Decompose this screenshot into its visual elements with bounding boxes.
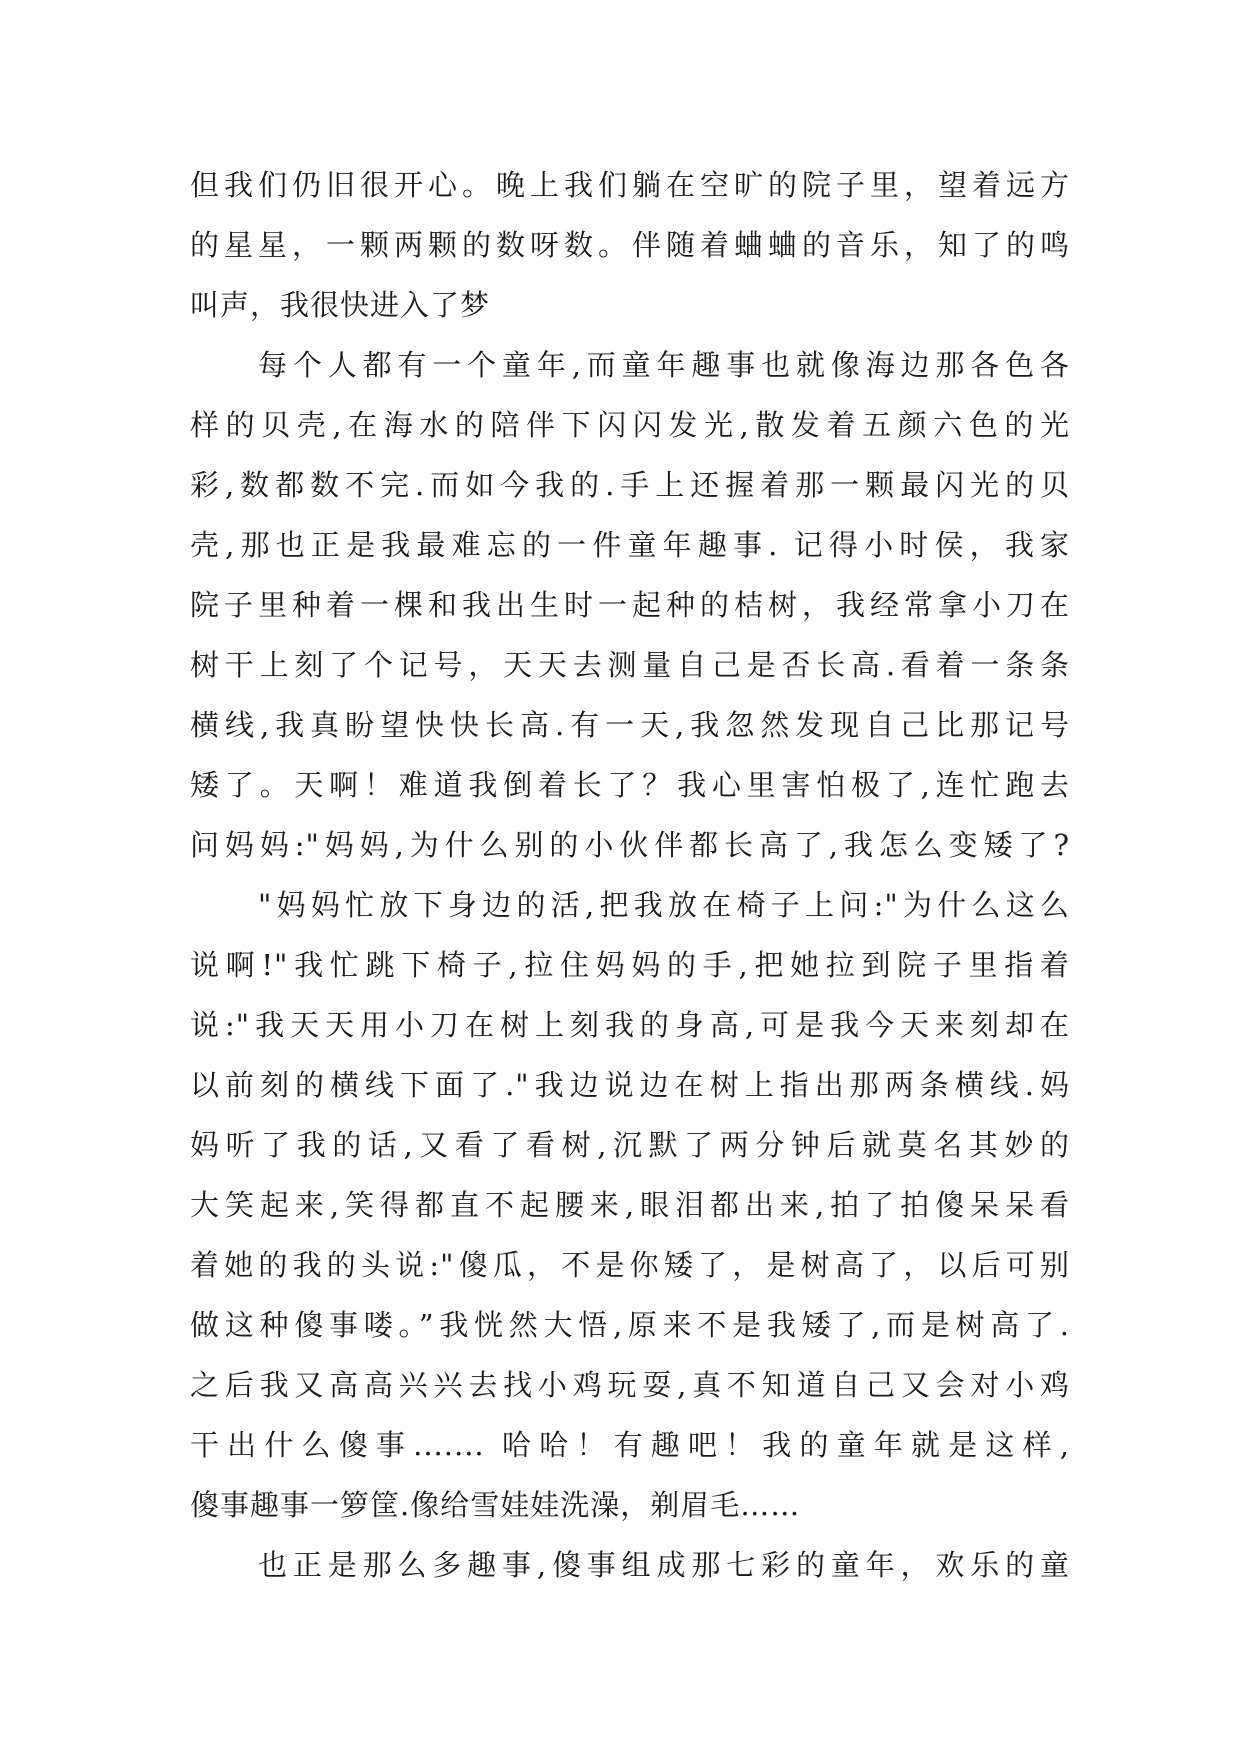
text-line: 树干上刻了个记号，天天去测量自己是否长高.看着一条条 (190, 648, 1070, 682)
text-line: 说:"我天天用小刀在树上刻我的身高,可是我今天来刻却在 (190, 1008, 1070, 1042)
text-line: 的星星，一颗两颗的数呀数。伴随着蛐蛐的音乐，知了的鸣 (190, 228, 1070, 262)
text-line: 着她的我的头说:"傻瓜，不是你矮了，是树高了，以后可别 (190, 1248, 1070, 1282)
text-line: 之后我又高高兴兴去找小鸡玩耍,真不知道自己又会对小鸡 (190, 1368, 1070, 1402)
paragraph-start-line: 也正是那么多趣事,傻事组成那七彩的童年，欢乐的童 (258, 1548, 1070, 1582)
text-line: 干出什么傻事....... 哈哈！有趣吧！我的童年就是这样, (190, 1428, 1070, 1462)
text-line: 大笑起来,笑得都直不起腰来,眼泪都出来,拍了拍傻呆呆看 (190, 1188, 1070, 1222)
text-line: 横线,我真盼望快快长高.有一天,我忽然发现自己比那记号 (190, 708, 1070, 742)
text-line: 但我们仍旧很开心。晚上我们躺在空旷的院子里，望着远方 (190, 168, 1070, 202)
text-line: 妈听了我的话,又看了看树,沉默了两分钟后就莫名其妙的 (190, 1128, 1070, 1162)
paragraph-start-line: "妈妈忙放下身边的活,把我放在椅子上问:"为什么这么 (258, 888, 1070, 922)
text-line: 院子里种着一棵和我出生时一起种的桔树，我经常拿小刀在 (190, 588, 1070, 622)
body-text (190, 155, 1070, 1595)
text-line: 彩,数都数不完.而如今我的.手上还握着那一颗最闪光的贝 (190, 468, 1070, 502)
text-line: 壳,那也正是我最难忘的一件童年趣事. 记得小时侯，我家 (190, 528, 1070, 562)
text-line: 以前刻的横线下面了."我边说边在树上指出那两条横线.妈 (190, 1068, 1070, 1102)
text-line: 叫声，我很快进入了梦 (190, 288, 491, 322)
paragraph-start-line: 每个人都有一个童年,而童年趣事也就像海边那各色各 (258, 348, 1070, 382)
text-line: 傻事趣事一箩筐.像给雪娃娃洗澡，剃眉毛…… (190, 1488, 801, 1522)
text-line: 样的贝壳,在海水的陪伴下闪闪发光,散发着五颜六色的光 (190, 408, 1070, 442)
text-line: 做这种傻事喽。”我恍然大悟,原来不是我矮了,而是树高了. (190, 1308, 1070, 1342)
text-line: 问妈妈:"妈妈,为什么别的小伙伴都长高了,我怎么变矮了? (190, 828, 1070, 862)
text-line: 矮了。天啊！难道我倒着长了？我心里害怕极了,连忙跑去 (190, 768, 1070, 802)
text-line: 说啊!"我忙跳下椅子,拉住妈妈的手,把她拉到院子里指着 (190, 948, 1070, 982)
